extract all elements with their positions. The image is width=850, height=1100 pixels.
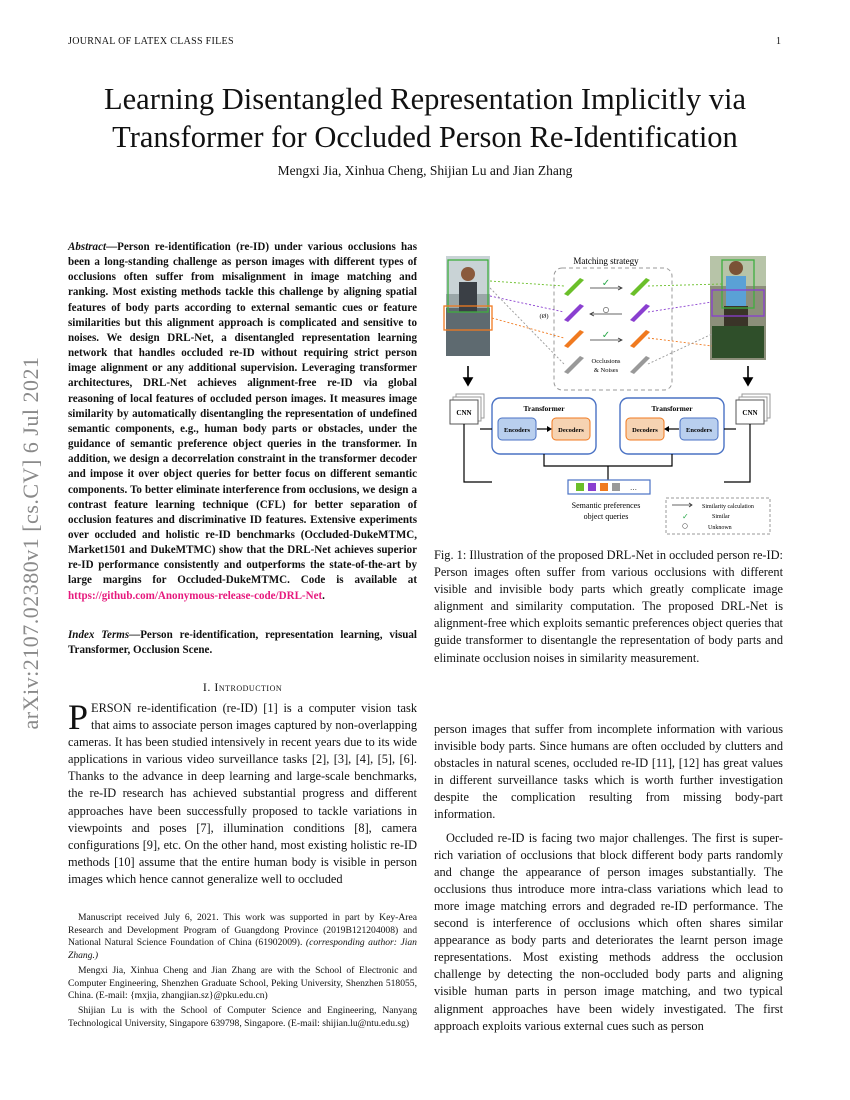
intro-para1-text: re-identification (re-ID) [1] is a computer vision task that aims to associate person images captured by non-overlapping cameras. It has been studied intensively in recent years due to its wide applications in various video surveillance tasks [2], [3], [4], [5], [6]. Thanks to the advance in deep learning and large-scale benchmarks, the re-ID research has achieved substantial progress and different approaches have been successfully proposed to tackle variations in viewpoints and poses [7], illumination conditions [8], camera configurations [9], etc. On the other hand, most existing holistic re-ID methods [10] assume that the entire human body is visible in person images which hence cannot generalize well to occluded xyxy=(68,701,417,886)
code-link[interactable]: https://github.com/Anonymous-release-code/DRL-Net xyxy=(68,589,323,602)
intro-paragraph-2: Occluded re-ID is facing two major challenges. The first is super-rich variation of occlusions that block different body parts randomly and change the appearance of person images substantially. The occlusions thus introduce more intra-class variations which lead to more image matching errors and degraded re-ID performance. The second is interference of occlusions which often shares similar appearance as body parts and deteriorates the learnt person image representations. Most existing methods address the occlusion challenge by detecting the non-occluded body parts and aligning visible human parts in person image matching, and two typical alignment approaches have been widely investigated. The first approach exploits various external cues such as person xyxy=(434,830,783,1033)
figure-legend xyxy=(666,498,770,534)
index-terms-label: Index Terms xyxy=(68,629,130,641)
title-line-2: Transformer for Occluded Person Re-Identification xyxy=(112,120,738,154)
svg-text:CNN: CNN xyxy=(742,409,758,417)
query-ellipsis: … xyxy=(630,484,637,492)
index-terms xyxy=(68,628,417,658)
legend-unknown: Unknown xyxy=(708,525,732,531)
right-column-text xyxy=(434,721,783,1035)
matching-bars-right xyxy=(630,278,650,374)
noises-label: & Noises xyxy=(593,367,619,374)
intro-paragraph-1 xyxy=(68,697,417,888)
right-person-image xyxy=(710,256,766,360)
transformer-right xyxy=(620,398,724,454)
index-terms-body: —Person re-identification, representation learning, visual Transformer, Occlusion Scene. xyxy=(68,629,418,657)
occlusions-label: Occlusions xyxy=(591,358,621,365)
section-number: I. xyxy=(202,680,211,694)
abstract-end: . xyxy=(322,589,325,602)
unknown-marker xyxy=(603,307,608,312)
figure-caption-text: Illustration of the proposed DRL-Net in occluded person re-ID: Person images often suffer from various occlusions with different visible and invisible body parts which greatly complicate image alignment and similarity computation. The proposed DRL-Net is alignment-free which exploits semantic preferences object queries that guide transformer to disentangle the representation of body parts and eliminate occlusion noises in similarity measurement. xyxy=(434,548,783,665)
similar-check-2: ✓ xyxy=(601,330,611,341)
svg-text:Encoders: Encoders xyxy=(504,427,530,434)
section-heading xyxy=(68,680,417,695)
legend-similar: Similar xyxy=(712,514,730,520)
page-number: 1 xyxy=(776,36,781,47)
section-title: Introduction xyxy=(214,680,283,694)
footnotes xyxy=(68,912,417,1032)
abstract-body: —Person re-identification (re-ID) under various occlusions has been a long-standing challenge as person images with different types of occlusions often suffer from misalignment in image matching and ranking. Most existing methods tackle this challenge by aligning spatial features of body parts according to external semantic cues or feature similarities but this alignment approach is complicated and sensitive to noises. We design DRL-Net, a disentangled representation learning network that handles occluded re-ID without requiring strict person image alignment or any additional supervision. Leveraging transformer architectures, DRL-Net achieves alignment-free re-ID via global reasoning of local features of occluded person images. It measures image similarity by automatically disentangling the representation of undefined semantic components, e.g., human body parts or obstacles, under the guidance of semantic preference object queries in the transformer. In addition, we design a decorrelation constraint in the transformer decoder and impose it over object queries for better focus on different semantic components. To better eliminate interference from occlusions, we design a contrast feature learning technique (CFL) for better separation of occlusion features and discriminative ID features. Extensive experiments over occluded and holistic re-ID benchmarks (Occluded-DukeMTMC, Market1501 and DukeMTMC) show that the DRL-Net achieves superior re-ID performance consistently and outperforms the state-of-the-art by large margins for Occluded-DukeMTMC. Code is available at xyxy=(68,241,417,587)
intro-para1-continued: person images that suffer from incomplete information with various invisible body parts. Since humans are often occluded by clutters and obstacles in natural scenes, occluded re-ID [11], [12] has great values in different surveillance tasks which is worth further investigation despite the complication resulting from missing body-part information. xyxy=(434,722,783,822)
figure-1-diagram xyxy=(440,246,780,542)
svg-text:Decoders: Decoders xyxy=(558,427,584,434)
footnote-affiliation-pku: Mengxi Jia, Xinhua Cheng and Jian Zhang are with the School of Electronic and Computer Engineering, Shenzhen Graduate School, Peking University, Shenzhen 518055, China. (E-mail: {mxjia, zhangjian.sz}@pku.edu.cn) xyxy=(68,964,417,1002)
legend-similarity: Similarity calculation xyxy=(702,504,754,510)
semantic-query-box xyxy=(568,480,650,494)
svg-text:Transformer: Transformer xyxy=(523,404,565,413)
cnn-right xyxy=(736,394,770,424)
paper-title xyxy=(40,80,810,156)
author-list: Mengxi Jia, Xinhua Cheng, Shijian Lu and Jian Zhang xyxy=(277,163,573,178)
figure-caption-label: Fig. 1: xyxy=(434,548,467,562)
drop-cap: P xyxy=(68,697,89,737)
footnote-affiliation-ntu: Shijian Lu is with the School of Computer Science and Engineering, Nanyang Technological University, Singapore 639798, Singapore. (E-mail: shijian.lu@ntu.edu.sg) xyxy=(68,1004,417,1029)
left-person-image xyxy=(444,256,492,356)
object-queries-label: object queries xyxy=(583,512,629,521)
svg-text:✓: ✓ xyxy=(682,512,689,521)
journal-running-head: JOURNAL OF LATEX CLASS FILES xyxy=(68,36,234,47)
svg-text:Encoders: Encoders xyxy=(686,427,712,434)
arxiv-identifier: arXiv:2107.02380v1 [cs.CV] 6 Jul 2021 xyxy=(18,356,43,730)
svg-text:CNN: CNN xyxy=(456,409,472,417)
svg-text:Decoders: Decoders xyxy=(632,427,658,434)
cnn-left xyxy=(450,394,484,424)
figure-caption xyxy=(434,547,783,667)
semantic-preferences-label: Semantic preferences xyxy=(571,501,641,510)
matching-strategy-label: Matching strategy xyxy=(573,256,639,266)
title-line-1: Learning Disentangled Representation Implicitly via xyxy=(103,82,746,116)
empty-set-label: (Ø) xyxy=(539,313,549,320)
matching-bars-left xyxy=(564,278,584,374)
svg-text:Transformer: Transformer xyxy=(651,404,693,413)
intro-lead-word: ERSON xyxy=(91,701,132,715)
abstract-label: Abstract xyxy=(68,241,107,253)
transformer-left xyxy=(492,398,596,454)
similar-check-1: ✓ xyxy=(601,278,611,289)
abstract xyxy=(68,240,417,604)
footnote-funding: Manuscript received July 6, 2021. This work was supported in part by Key-Area Research and Development Program of Guangdong Province (2019B121204008) and National Natural Science Foundation of China (61902009). (corresponding author: Jian Zhang.) xyxy=(68,912,417,962)
